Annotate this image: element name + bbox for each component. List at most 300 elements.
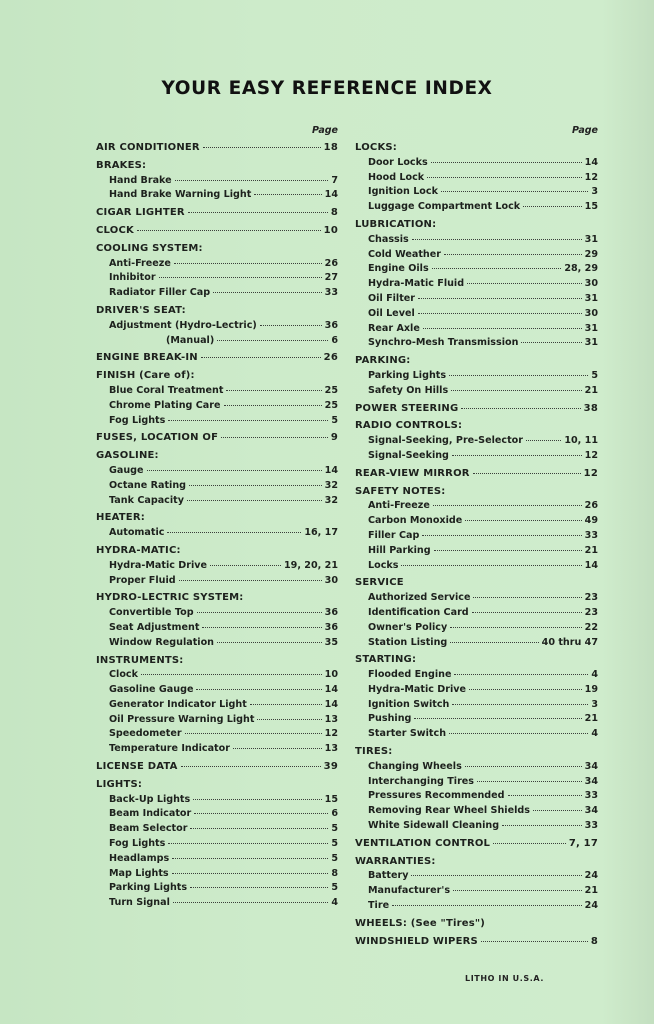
index-subentry-label: Oil Pressure Warning Light <box>109 713 255 725</box>
index-heading-label: LIGHTS: <box>96 778 143 790</box>
index-entry <box>96 760 338 775</box>
dot-leader <box>197 612 322 613</box>
index-heading-label: SAFETY NOTES: <box>355 485 446 497</box>
page-number: 14 <box>324 684 338 696</box>
index-subentry-label: Hand Brake <box>109 174 172 186</box>
index-entry <box>355 653 598 742</box>
index-heading <box>96 141 338 156</box>
index-subentry-label: Station Listing <box>368 636 448 648</box>
dot-leader <box>401 565 581 566</box>
dot-leader <box>434 550 582 551</box>
index-subentry <box>96 713 338 728</box>
index-heading <box>355 354 598 369</box>
page-number: 34 <box>584 775 598 787</box>
index-entry <box>355 855 598 914</box>
dot-leader <box>173 902 328 903</box>
dot-leader <box>226 390 321 391</box>
page-number: 12 <box>584 449 598 461</box>
index-subentry <box>355 804 598 819</box>
dot-leader <box>433 505 582 506</box>
index-subentry-label: Safety On Hills <box>368 384 449 396</box>
index-subentry-label: Convertible Top <box>109 607 194 619</box>
index-entry <box>96 141 338 156</box>
index-subentry-label: Signal-Seeking, Pre-Selector <box>368 435 523 447</box>
index-heading-label: CIGAR LIGHTER <box>96 207 185 219</box>
index-heading <box>96 431 338 446</box>
page-number: 24 <box>584 870 598 882</box>
index-subentry <box>355 434 598 449</box>
page-number: 14 <box>324 698 338 710</box>
index-subentry <box>96 464 338 479</box>
dot-leader <box>477 781 582 782</box>
page-number: 33 <box>584 790 598 802</box>
page-number: 30 <box>584 278 598 290</box>
index-heading-label: VENTILATION CONTROL <box>355 837 491 849</box>
index-entry <box>96 159 338 203</box>
page-column-label: Page <box>571 125 598 136</box>
index-subentry-label: Parking Lights <box>368 369 447 381</box>
page-number: 31 <box>584 337 598 349</box>
page-number: 34 <box>584 805 598 817</box>
dot-leader <box>201 357 321 358</box>
page-number: 7 <box>331 174 338 186</box>
index-entry <box>355 917 598 932</box>
index-entry <box>96 304 338 348</box>
index-subentry-label: Automatic <box>109 527 165 539</box>
index-subentry <box>355 322 598 337</box>
index-subentry <box>355 591 598 606</box>
dot-leader <box>193 799 321 800</box>
page-number: 28, 29 <box>564 263 598 275</box>
page-number: 26 <box>323 352 338 364</box>
index-subentry <box>355 369 598 384</box>
index-subentry <box>96 174 338 189</box>
index-subentry <box>96 494 338 509</box>
index-entry <box>96 544 338 588</box>
page-number: 3 <box>591 698 598 710</box>
index-subentry-label: Carbon Monoxide <box>368 515 463 527</box>
index-subentry-label: (Manual) <box>166 334 215 346</box>
index-entry <box>355 837 598 852</box>
index-subentry-label: Hood Lock <box>368 171 425 183</box>
index-subentry-label: Manufacturer's <box>368 885 451 897</box>
index-list-left <box>96 141 338 911</box>
index-subentry <box>355 514 598 529</box>
page-number: 12 <box>583 467 598 479</box>
index-subentry-label: Turn Signal <box>109 897 170 909</box>
index-heading <box>355 576 598 591</box>
index-subentry-label: Back-Up Lights <box>109 793 191 805</box>
index-subentry-label: Seat Adjustment <box>109 621 200 633</box>
page-number: 31 <box>584 292 598 304</box>
index-subentry-label: Ignition Switch <box>368 698 450 710</box>
index-subentry <box>355 292 598 307</box>
page-number: 22 <box>584 621 598 633</box>
index-heading-label: GASOLINE: <box>96 450 159 462</box>
index-subentry <box>96 271 338 286</box>
index-subentry <box>355 156 598 171</box>
page-number: 38 <box>583 402 598 414</box>
index-heading <box>96 544 338 559</box>
page-number: 8 <box>330 207 338 219</box>
page-number: 25 <box>324 399 338 411</box>
index-heading <box>96 242 338 257</box>
dot-leader <box>502 825 582 826</box>
index-heading-label: FINISH (Care of): <box>96 370 195 382</box>
index-subentry <box>96 559 338 574</box>
page-number: 13 <box>324 743 338 755</box>
index-subentry-label: Authorized Service <box>368 592 471 604</box>
index-subentry <box>96 384 338 399</box>
page-number: 4 <box>331 897 338 909</box>
page-number: 30 <box>584 307 598 319</box>
index-subentry-label: Hydra-Matic Drive <box>368 683 467 695</box>
dot-leader <box>147 470 322 471</box>
index-heading <box>355 141 598 156</box>
index-subentry-label: Generator Indicator Light <box>109 698 247 710</box>
page-number: 33 <box>584 820 598 832</box>
index-entry <box>96 591 338 650</box>
index-heading <box>355 419 598 434</box>
dot-leader <box>172 873 329 874</box>
page-number: 4 <box>591 669 598 681</box>
dot-leader <box>450 642 538 643</box>
page-number: 21 <box>584 544 598 556</box>
index-subentry-label: Parking Lights <box>109 882 188 894</box>
index-subentry-label: Oil Level <box>368 307 415 319</box>
dot-leader <box>473 473 581 474</box>
index-subentry <box>355 336 598 351</box>
index-entry <box>355 141 598 215</box>
dot-leader <box>260 325 322 326</box>
index-heading-label: LUBRICATION: <box>355 218 437 230</box>
index-heading-label: HEATER: <box>96 512 145 524</box>
page-number: 5 <box>331 414 338 426</box>
index-entry <box>355 467 598 482</box>
page-number: 15 <box>324 793 338 805</box>
index-heading-label: HYDRO-LECTRIC SYSTEM: <box>96 592 244 604</box>
index-subentry-label: Interchanging Tires <box>368 775 475 787</box>
page-number: 10 <box>323 224 338 236</box>
dot-leader <box>444 254 582 255</box>
index-subentry-label: Chrome Plating Care <box>109 399 221 411</box>
index-subentry-label: Anti-Freeze <box>109 257 171 269</box>
page-column-label: Page <box>311 125 338 136</box>
dot-leader <box>461 408 580 409</box>
dot-leader <box>465 520 581 521</box>
index-heading-label: PARKING: <box>355 355 411 367</box>
index-subentry <box>355 529 598 544</box>
index-heading-label: RADIO CONTROLS: <box>355 420 463 432</box>
index-heading-label: REAR-VIEW MIRROR <box>355 467 470 479</box>
index-heading-label: FUSES, LOCATION OF <box>96 432 219 444</box>
page-number: 14 <box>584 559 598 571</box>
dot-leader <box>418 298 582 299</box>
index-subentry-label: Inhibitor <box>109 272 156 284</box>
index-subentry-label: Flooded Engine <box>368 669 452 681</box>
index-heading <box>96 224 338 239</box>
index-subentry <box>96 727 338 742</box>
page-number: 9 <box>330 432 338 444</box>
index-entry <box>355 402 598 417</box>
page-number: 36 <box>324 621 338 633</box>
index-heading-label: WINDSHIELD WIPERS <box>355 935 478 947</box>
index-subentry-label: Filler Cap <box>368 529 420 541</box>
dot-leader <box>181 766 321 767</box>
index-heading <box>355 855 598 870</box>
page-number: 3 <box>591 186 598 198</box>
page-number: 13 <box>324 713 338 725</box>
dot-leader <box>168 420 328 421</box>
index-subentry-label: Locks <box>368 559 399 571</box>
index-subentry-label: Proper Fluid <box>109 574 176 586</box>
index-heading <box>355 485 598 500</box>
index-subentry-label: Changing Wheels <box>368 760 462 772</box>
dot-leader <box>533 810 582 811</box>
dot-leader <box>467 283 582 284</box>
dot-leader <box>168 843 328 844</box>
index-heading-label: TIRES: <box>355 746 393 758</box>
printer-footer: LITHO IN U.S.A. <box>465 974 544 983</box>
index-heading <box>96 654 338 669</box>
index-subentry-label: Ignition Lock <box>368 186 438 198</box>
index-heading-label: SERVICE <box>355 577 404 589</box>
index-heading <box>96 778 338 793</box>
page-number: 8 <box>331 867 338 879</box>
dot-leader <box>141 674 322 675</box>
index-subentry <box>96 683 338 698</box>
dot-leader <box>473 597 581 598</box>
index-subentry <box>355 668 598 683</box>
dot-leader <box>217 642 322 643</box>
index-entry <box>96 654 338 758</box>
index-heading-label: ENGINE BREAK-IN <box>96 352 198 364</box>
index-subentry <box>96 414 338 429</box>
index-subentry-label: Signal-Seeking <box>368 449 449 461</box>
page-number: 32 <box>324 479 338 491</box>
dot-leader <box>449 733 588 734</box>
index-subentry <box>355 775 598 790</box>
page-number: 40 thru 47 <box>541 636 598 648</box>
index-subentry-label: Synchro-Mesh Transmission <box>368 337 519 349</box>
index-heading <box>355 467 598 482</box>
index-subentry <box>355 683 598 698</box>
index-subentry <box>355 171 598 186</box>
page-number: 4 <box>591 728 598 740</box>
index-entry <box>96 511 338 541</box>
dot-leader <box>411 875 581 876</box>
index-entry <box>355 576 598 650</box>
dot-leader <box>526 440 561 441</box>
page-number: 15 <box>584 201 598 213</box>
page-number: 31 <box>584 322 598 334</box>
dot-leader <box>493 843 566 844</box>
index-subentry <box>355 248 598 263</box>
dot-leader <box>159 277 322 278</box>
dot-leader <box>472 612 582 613</box>
index-subentry-label: Engine Oils <box>368 263 429 275</box>
page-number: 34 <box>584 760 598 772</box>
page-number: 10, 11 <box>564 435 598 447</box>
dot-leader <box>188 212 328 213</box>
index-subentry-label: Fog Lights <box>109 414 166 426</box>
page-number: 21 <box>584 713 598 725</box>
page-number: 29 <box>584 248 598 260</box>
index-heading-label: POWER STEERING <box>355 402 459 414</box>
dot-leader <box>174 263 322 264</box>
index-subentry-label: Gasoline Gauge <box>109 684 194 696</box>
index-entry <box>355 485 598 574</box>
page-number: 5 <box>331 882 338 894</box>
index-subentry <box>96 822 338 837</box>
index-subentry-label: Starter Switch <box>368 728 447 740</box>
page-number: 33 <box>324 287 338 299</box>
index-subentry <box>96 479 338 494</box>
dot-leader <box>418 313 582 314</box>
index-subentry <box>96 837 338 852</box>
dot-leader <box>423 328 582 329</box>
index-subentry-label: Gauge <box>109 464 144 476</box>
dot-leader <box>221 437 328 438</box>
index-subentry <box>355 233 598 248</box>
index-list-right <box>355 141 598 949</box>
index-heading <box>355 935 598 950</box>
index-column-right <box>355 124 598 949</box>
index-subentry-label: Pushing <box>368 713 412 725</box>
index-entry <box>96 224 338 239</box>
index-subentry <box>355 200 598 215</box>
index-heading <box>96 760 338 775</box>
index-heading <box>96 591 338 606</box>
index-subentry <box>355 544 598 559</box>
index-column-left <box>96 124 338 911</box>
index-entry <box>355 935 598 950</box>
index-subentry <box>96 881 338 896</box>
page-number: 24 <box>584 900 598 912</box>
index-subentry-label: Door Locks <box>368 156 428 168</box>
page-number: 6 <box>331 334 338 346</box>
page-number: 19, 20, 21 <box>283 559 338 571</box>
index-heading <box>355 837 598 852</box>
index-subentry-label: Battery <box>368 870 409 882</box>
index-subentry <box>96 334 338 349</box>
index-entry <box>96 778 338 911</box>
index-subentry <box>355 698 598 713</box>
index-subentry-label: Removing Rear Wheel Shields <box>368 805 530 817</box>
index-subentry <box>355 884 598 899</box>
index-heading-label: LOCKS: <box>355 142 398 153</box>
index-subentry-label: Hand Brake Warning Light <box>109 189 252 201</box>
index-heading-label: BRAKES: <box>96 159 147 171</box>
dot-leader <box>414 718 581 719</box>
dot-leader <box>172 858 328 859</box>
index-subentry <box>355 384 598 399</box>
index-subentry-label: Pressures Recommended <box>368 790 505 802</box>
index-entry <box>96 351 338 366</box>
index-subentry <box>96 698 338 713</box>
page-number: 16, 17 <box>304 527 338 539</box>
page-number: 21 <box>584 384 598 396</box>
index-entry <box>355 218 598 351</box>
index-heading <box>355 745 598 760</box>
dot-leader <box>254 194 321 195</box>
dot-leader <box>187 500 322 501</box>
index-subentry-label: Tire <box>368 900 390 912</box>
index-heading <box>96 369 338 384</box>
index-subentry <box>96 574 338 589</box>
page-number: 12 <box>324 728 338 740</box>
index-subentry <box>355 636 598 651</box>
index-heading <box>96 351 338 366</box>
page-number: 7, 17 <box>568 837 598 849</box>
index-heading-label: INSTRUMENTS: <box>96 654 184 666</box>
index-heading-label: WHEELS: (See "Tires") <box>355 917 486 929</box>
index-subentry <box>355 819 598 834</box>
page-number: 35 <box>324 636 338 648</box>
dot-leader <box>454 674 588 675</box>
dot-leader <box>203 147 321 148</box>
index-heading <box>96 159 338 174</box>
dot-leader <box>257 719 321 720</box>
index-subentry-label: Speedometer <box>109 728 182 740</box>
index-heading <box>96 449 338 464</box>
page-number: 26 <box>324 257 338 269</box>
index-subentry-label: Beam Selector <box>109 823 188 835</box>
dot-leader <box>451 390 581 391</box>
dot-leader <box>449 375 588 376</box>
dot-leader <box>508 795 582 796</box>
index-heading <box>96 511 338 526</box>
index-subentry <box>96 399 338 414</box>
page-number: 36 <box>324 607 338 619</box>
index-subentry-label: Blue Coral Treatment <box>109 384 224 396</box>
index-subentry-label: Radiator Filler Cap <box>109 287 211 299</box>
index-subentry-label: Hydra-Matic Drive <box>109 559 208 571</box>
index-entry <box>355 745 598 834</box>
index-subentry-label: Owner's Policy <box>368 621 448 633</box>
index-subentry-label: Luggage Compartment Lock <box>368 201 521 213</box>
index-subentry <box>355 185 598 200</box>
dot-leader <box>452 455 582 456</box>
index-heading-label: DRIVER'S SEAT: <box>96 304 186 316</box>
index-subentry-label: Oil Filter <box>368 292 416 304</box>
index-subentry-label: White Sidewall Cleaning <box>368 820 500 832</box>
dot-leader <box>422 535 581 536</box>
index-subentry <box>96 636 338 651</box>
dot-leader <box>190 828 328 829</box>
index-subentry <box>96 867 338 882</box>
dot-leader <box>523 206 581 207</box>
dot-leader <box>441 191 588 192</box>
dot-leader <box>481 941 588 942</box>
index-subentry <box>96 606 338 621</box>
index-heading <box>355 402 598 417</box>
index-subentry <box>96 526 338 541</box>
index-entry <box>96 369 338 428</box>
page-number: 27 <box>324 272 338 284</box>
index-subentry <box>355 899 598 914</box>
dot-leader <box>233 748 322 749</box>
index-subentry-label: Rear Axle <box>368 322 420 334</box>
index-subentry <box>355 621 598 636</box>
dot-leader <box>452 704 588 705</box>
index-subentry <box>355 499 598 514</box>
index-subentry-label: Clock <box>109 669 138 681</box>
index-heading-label: CLOCK <box>96 224 134 236</box>
dot-leader <box>392 905 582 906</box>
index-subentry-label: Headlamps <box>109 852 170 864</box>
page-number: 31 <box>584 233 598 245</box>
